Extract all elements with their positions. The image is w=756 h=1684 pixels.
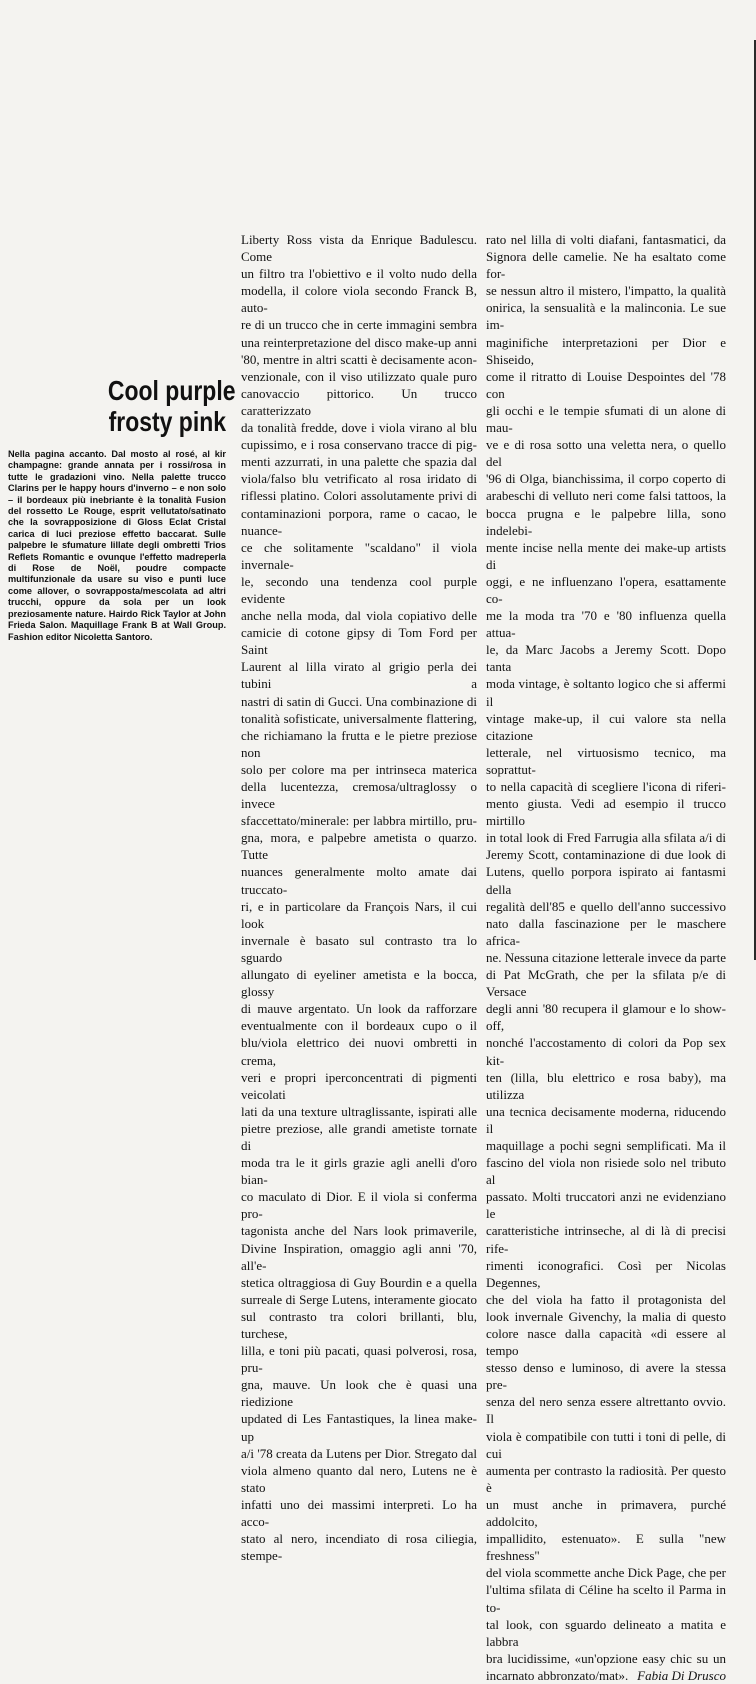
body-text-line: re di un trucco che in certe immagini sembra — [241, 317, 477, 333]
body-text-line: letterale, nel virtuosismo tecnico, ma soprattut- — [486, 744, 726, 777]
body-text-line: se nessun altro il mistero, l'impatto, la qualità — [486, 283, 726, 299]
body-text-line: nato dalla fascinazione per le maschere africa- — [486, 915, 726, 948]
body-text-line: a/i '78 creata da Lutens per Dior. Stregato dal — [241, 1445, 477, 1461]
body-text-line: cupissimo, e i rosa conservano tracce di pig- — [241, 437, 477, 453]
body-text-line: tonalità sofisticate, universalmente flattering, — [241, 710, 477, 726]
body-column-2 — [486, 231, 726, 1684]
article-headline — [107, 375, 236, 437]
body-text-line: mente incise nella mente dei make-up artists di — [486, 539, 726, 572]
body-text-line: che richiamano la frutta e le pietre preziose non — [241, 727, 477, 760]
body-text-line: un must anche in primavera, purché addolcito, — [486, 1496, 726, 1530]
body-text-line: arabeschi di velluto neri come falsi tattoos, la — [486, 488, 726, 504]
body-text-line — [486, 1667, 726, 1684]
body-text-line: una reinterpretazione del disco make-up anni — [241, 334, 477, 350]
author-signature: Fabia Di Drusco — [637, 1667, 726, 1683]
body-text-line: me la moda tra '70 e '80 influenza quella attua- — [486, 608, 726, 641]
body-text-line: rimenti iconografici. Così per Nicolas Degennes, — [486, 1257, 726, 1290]
photo-caption: Nella pagina accanto. Dal mosto al rosé, al kir champagne: grande annata per i rossi/rosa in tutte le gradazioni vino. Nella palette trucco Clarins per le happy hours d'inverno – e non solo – il bordeaux più inebriante è la tonalità Fusion del rossetto Le Rouge, esprit vellutato/satinato che la sovrapposizione di Gloss Eclat Cristal carica di luci preziose effetto baccarat. Sulle palpebre le sfumature lillate degli ombretti Trios Reflets Romantic e ovunque l'effetto madreperla di Rose de Noël, poudre compacte multifunzionale da usare su viso e punti luce come allover, o sovrapposta/mescolata ad altri trucchi, oppure da sola per un look preziosamente nature. Hairdo Rick Taylor at John Frieda Salon. Maquillage Frank B at Wall Group. Fashion editor Nicoletta Santoro. — [8, 449, 226, 642]
body-text-line: tal look, con sguardo delineato a matita e labbra — [486, 1616, 726, 1649]
body-text-line: caratteristiche intrinseche, al di là di precisi rife- — [486, 1223, 726, 1256]
body-text-line: venzionale, con il viso utilizzato quale puro — [241, 368, 477, 384]
body-text-line: infatti uno dei massimi interpreti. Lo ha acco- — [241, 1496, 477, 1530]
body-text-line: contaminazioni porpora, rame o cacao, le nuance- — [241, 505, 477, 538]
body-text-line: menti azzurrati, in una palette che spazia dal — [241, 454, 477, 470]
body-text-line: da tonalità fredde, dove i viola virano al blu — [241, 420, 477, 436]
body-text-line: viola almeno quanto dal nero, Lutens ne è stato — [241, 1462, 477, 1495]
body-text-line: veri e propri iperconcentrati di pigmenti veicolati — [241, 1069, 477, 1102]
body-text-line: updated di Les Fantastiques, la linea make-up — [241, 1411, 477, 1444]
body-text-line-end: incarnato abbronzato/mat». — [486, 1667, 629, 1683]
body-text-line: degli anni '80 recupera il glamour e lo show-off, — [486, 1001, 726, 1034]
body-text-line: onirica, la sensualità e la malinconia. Le sue im- — [486, 300, 726, 333]
body-text-line: lilla, e toni più pacati, quasi polverosi, rosa, pru- — [241, 1343, 477, 1376]
body-text-line: le, da Marc Jacobs a Jeremy Scott. Dopo tanta — [486, 642, 726, 675]
body-text-line: colore nasce dalla capacità «di essere al tempo — [486, 1326, 726, 1359]
body-text-line: di mauve argentato. Un look da rafforzare — [241, 1001, 477, 1017]
body-column-1 — [241, 231, 477, 1564]
body-text-line: ten (lilla, blu elettrico e rosa baby), ma utilizza — [486, 1069, 726, 1102]
body-text-line: Jeremy Scott, contaminazione di due look di — [486, 847, 726, 863]
body-text-line: che del viola ha fatto il protagonista del — [486, 1291, 726, 1307]
body-text-line: tagonista anche del Nars look primaverile, — [241, 1223, 477, 1239]
body-text-line: ri, e in particolare da François Nars, il cui look — [241, 898, 477, 931]
body-text-line: modella, il colore viola secondo Franck B, auto- — [241, 283, 477, 316]
body-text-line: to nella capacità di scegliere l'icona di riferi- — [486, 779, 726, 794]
body-text-line: della lucentezza, cremosa/ultraglossy o invece — [241, 779, 477, 812]
body-text-line: ve e di rosa sotto una veletta nera, o quello del — [486, 437, 726, 470]
body-text-line: l'ultima sfilata di Céline ha scelto il Parma in to- — [486, 1582, 726, 1615]
body-text-line: nastri di satin di Gucci. Una combinazione di — [241, 693, 477, 709]
body-text-line: un filtro tra l'obiettivo e il volto nudo della — [241, 266, 477, 282]
body-text-line: moda tra le it girls grazie agli anelli d'oro bian- — [241, 1155, 477, 1188]
body-text-line: mento giusta. Vedi ad esempio il trucco mirtillo — [486, 796, 726, 829]
headline-line-2: frosty pink — [108, 406, 226, 437]
headline-line-1: Cool purple — [107, 375, 236, 406]
body-text-line: Laurent al lilla virato al grigio perla dei tubini a — [241, 659, 477, 692]
body-text-line: canovaccio pittorico. Un trucco caratterizzato — [241, 385, 477, 418]
body-text-line: ce che solitamente "scaldano" il viola invernale- — [241, 539, 477, 572]
body-text-line: look invernale Givenchy, la malia di questo — [486, 1308, 726, 1324]
body-text-line: regalità dell'85 e quello dell'anno successivo — [486, 898, 726, 914]
body-text-line: bocca prugna e le palpebre lilla, sono indelebi- — [486, 505, 726, 538]
body-text-line: nonché l'accostamento di colori da Pop sex kit- — [486, 1035, 726, 1068]
body-text-line: in total look di Fred Farrugia alla sfilata a/i di — [486, 830, 726, 846]
body-text-line: maquillage a pochi segni semplificati. Ma il — [486, 1137, 726, 1153]
body-text-line: gli occhi e le tempie sfumati di un alone di mau- — [486, 402, 726, 436]
body-text-line: camicie di cotone gipsy di Tom Ford per Saint — [241, 625, 477, 658]
body-text-line: moda vintage, è soltanto logico che si affermi il — [486, 676, 726, 709]
body-text-line: viola è compatibile con tutti i toni di pelle, di cui — [486, 1428, 726, 1461]
body-text-line: eventualmente con il bordeaux cupo o il — [241, 1018, 477, 1034]
body-text-line: anche nella moda, dal viola copiativo delle — [241, 608, 477, 624]
body-text-line: invernale è basato sul contrasto tra lo sguardo — [241, 932, 477, 965]
body-text-line: allungato di eyeliner ametista e la bocca, glossy — [241, 967, 477, 1000]
body-text-line: Lutens, quello porpora ispirato ai fantasmi della — [486, 864, 726, 897]
body-text-line: '96 di Olga, bianchissima, il corpo coperto di — [486, 471, 726, 487]
body-text-line: stetica oltraggiosa di Guy Bourdin e a quella — [241, 1274, 477, 1290]
body-text-line: impallidito, estenuato». E sulla "new freshness" — [486, 1531, 726, 1564]
body-text-line: rato nel lilla di volti diafani, fantasmatici, da — [486, 232, 726, 247]
body-text-line: viola/falso blu vetrificato al rosa iridato di — [241, 471, 477, 487]
body-text-line: di Pat McGrath, che per la sfilata p/e di Versace — [486, 967, 726, 1000]
body-text-line: gna, mora, e palpebre ametista o quarzo. Tutte — [241, 830, 477, 863]
body-text-line: Signora delle camelie. Ne ha esaltato come for- — [486, 249, 726, 282]
body-text-line: stesso denso e luminoso, di avere la stessa pre- — [486, 1360, 726, 1393]
body-text-line: nuances generalmente molto amate dai truccato- — [241, 864, 477, 897]
body-text-line: riflessi platino. Colori assolutamente privi di — [241, 488, 477, 504]
body-text-line: '80, mentre in altri scatti è decisamente acon- — [241, 351, 477, 367]
body-text-line: gna, mauve. Un look che è quasi una riedizione — [241, 1377, 477, 1410]
body-text-line: ne. Nessuna citazione letterale invece da parte — [486, 949, 727, 965]
body-text-line: aumenta per contrasto la radiosità. Per questo è — [486, 1462, 726, 1495]
body-text-line: come il ritratto di Louise Despointes del '78 con — [486, 368, 726, 401]
body-text-line: co maculato di Dior. E il viola si conferma pro- — [241, 1189, 477, 1222]
body-text-line: maginifiche interpretazioni per Dior e Shiseido, — [486, 334, 726, 367]
body-text-line: lati da una texture ultraglissante, ispirati alle — [241, 1103, 477, 1119]
body-text-line: una tecnica decisamente moderna, riducendo il — [486, 1103, 726, 1136]
body-text-line: blu/viola elettrico dei nuovi ombretti in crema, — [241, 1035, 477, 1068]
body-text-line: stato al nero, incendiato di rosa ciliegia, stempe- — [241, 1531, 477, 1564]
body-text-line: sfaccettato/minerale: per labbra mirtillo, pru- — [241, 813, 477, 829]
body-text-line: pietre preziose, alle grandi ametiste tornate di — [241, 1120, 477, 1153]
body-text-line: senza del nero senza essere altrettanto ovvio. Il — [486, 1394, 726, 1427]
body-text-line: Liberty Ross vista da Enrique Badulescu. Come — [241, 232, 477, 265]
body-text-line: fascino del viola non risiede solo nel tributo al — [486, 1155, 726, 1188]
body-text-line: solo per colore ma per intrinseca materica — [241, 761, 477, 777]
body-text-line: Divine Inspiration, omaggio agli anni '70, all'e- — [241, 1240, 477, 1273]
body-text-line: le, secondo una tendenza cool purple evidente — [241, 573, 477, 606]
body-text-line: oggi, e ne influenzano l'opera, esattamente co- — [486, 573, 726, 606]
body-text-line: del viola scommette anche Dick Page, che per — [486, 1565, 726, 1581]
body-text-line: surreale di Serge Lutens, interamente giocato — [241, 1291, 477, 1307]
body-text-line: vintage make-up, il cui valore sta nella citazione — [486, 710, 726, 743]
body-text-line: sul contrasto tra colori brillanti, blu, turchese, — [241, 1308, 477, 1341]
body-text-line: bra lucidissime, «un'opzione easy chic su un — [486, 1650, 726, 1666]
body-text-line: passato. Molti truccatori anzi ne evidenziano le — [486, 1189, 726, 1222]
